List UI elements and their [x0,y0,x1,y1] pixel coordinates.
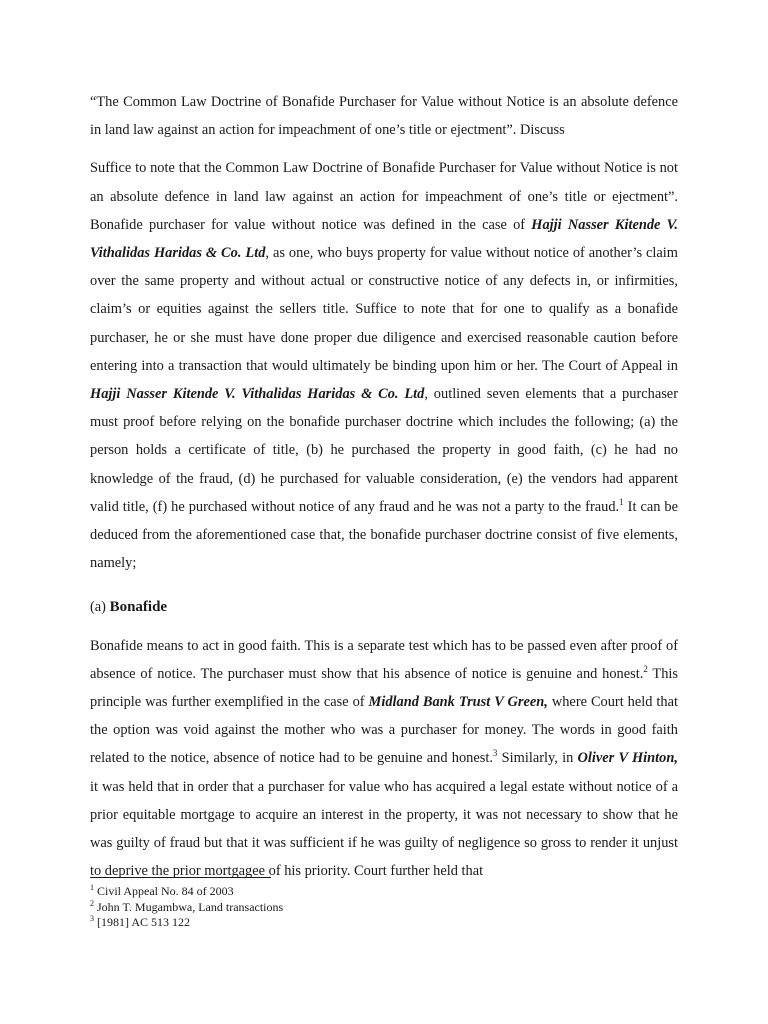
text-run: where Court held that the option was void against the mother who was a purchaser for money. The words in good faith related to the notice, absence of notice had to be genuine and honest. [90,694,678,767]
text-run: Bonafide means to act in good faith. This is a separate test which has to be passed even after proof of absence of notice. The purchaser must show that his absence of notice is genuine and honest. [90,637,678,682]
text-run: , outlined seven elements that a purchaser must proof before relying on the bonafide purchaser doctrine which includes the following; (a) the person holds a certificate of title, (b) he purchased the property in good faith, (c) he had no knowledge of the fraud, (d) he purchased for valuable consideration, (e) the vendors had apparent valid title, (f) he purchased without notice of any fraud and he was not a party to the fraud. [90,386,678,515]
footnote-text: John T. Mugambwa, Land transactions [94,899,284,914]
text-run: Similarly, in [497,750,578,767]
paragraph-bonafide [90,632,678,886]
document-body [90,88,678,885]
case-citation: Hajji Nasser Kitende V. Vithalidas Haridas & Co. Ltd [90,216,678,262]
case-citation: Hajji Nasser Kitende V. Vithalidas Haridas & Co. Ltd [90,386,425,403]
footnote-number: 3 [90,914,94,923]
footnote-item [90,884,283,900]
footnote-item [90,915,283,931]
text-run: it was held that in order that a purchaser for value who has acquired a legal estate without notice of a prior equitable mortgage to acquire an interest in the property, it was not necessary to show that he was guilty of fraud but that it was sufficient if he was guilty of negligence so gross to render it unjust to deprive the prior mortgagee of his priority. Court further held that [90,778,678,880]
footnote-text: [1981] AC 513 122 [94,915,190,929]
footnote-ref[interactable]: 1 [619,497,624,508]
text-run: It can be deduced from the aforementioned case that, the bonafide purchaser doctrine consist of five elements, namely; [90,498,679,572]
paragraph-definition [90,154,678,577]
footnote-item [90,900,283,916]
case-citation: Midland Bank Trust V Green, [368,694,548,711]
footnote-number: 1 [90,883,94,892]
footnote-text: Civil Appeal No. 84 of 2003 [94,884,234,898]
text-run: , as one, who buys property for value without notice of another’s claim over the same property and without actual or constructive notice of any defects in, or infirmities, claim’s or equities against the sellers title. Suffice to note that for one to qualify as a bonafide purchaser, he or she must have done proper due diligence and exercised reasonable caution before entering into a transaction that would ultimately be binding upon him or her. The Court of Appeal in [90,245,678,374]
footnote-number: 2 [90,898,94,908]
footnotes [90,884,283,931]
text-run: This principle was further exemplified in the case of [90,665,678,711]
footnote-divider [90,877,271,878]
case-citation: Oliver V Hinton, [577,750,678,767]
heading-title: Bonafide [109,599,168,616]
heading-prefix: (a) [90,599,110,616]
footnote-ref[interactable]: 3 [492,748,498,759]
footnote-ref[interactable]: 2 [643,664,648,675]
section-heading [90,593,678,621]
essay-question: “The Common Law Doctrine of Bonafide Purchaser for Value without Notice is an absolute defence in land law against an action for impeachment of one’s title or ejectment”. Discuss [90,94,678,139]
text-run: Suffice to note that the Common Law Doctrine of Bonafide Purchaser for Value without Notice is not an absolute defence in land law against an action for impeachment of one’s title or ejectment”. Bonafide purchaser for value without notice was defined in the case of [90,160,678,233]
